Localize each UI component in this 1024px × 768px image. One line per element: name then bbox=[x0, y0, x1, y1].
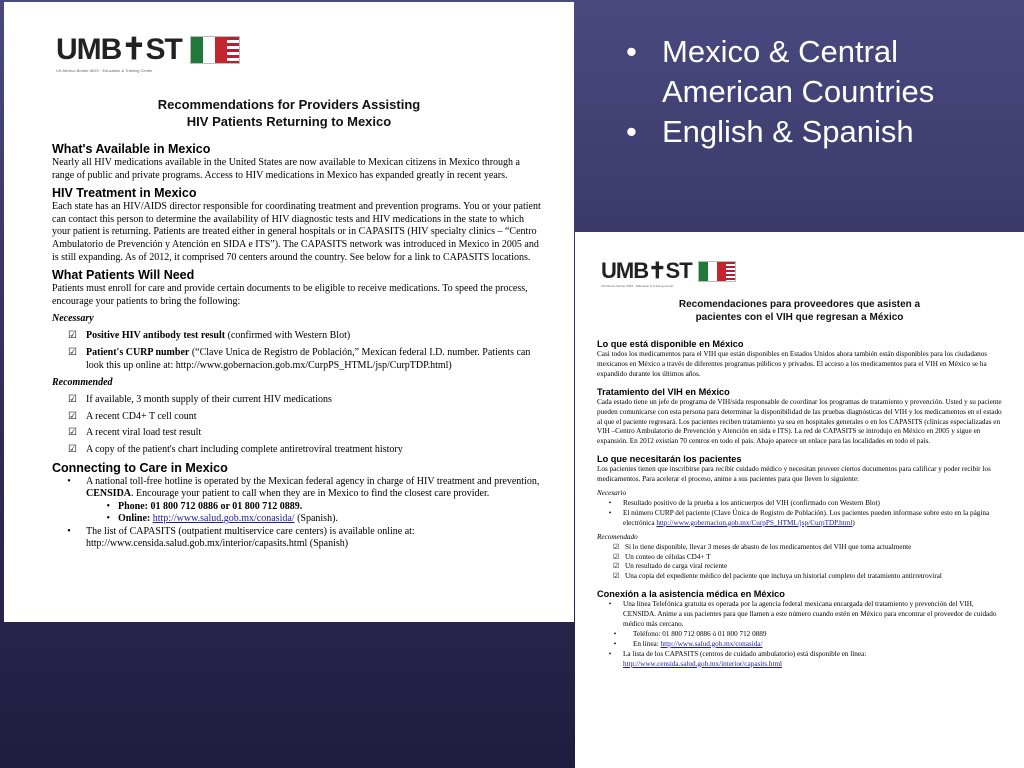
conasida-link[interactable]: http://www.salud.gob.mx/conasida/ bbox=[152, 513, 295, 525]
us-mexico-flag-icon bbox=[190, 36, 240, 64]
document-title: Recomendaciones para proveedores que asisten a pacientes con el VIH que regresan a México bbox=[678, 299, 921, 323]
slide-bullet-list bbox=[622, 32, 1012, 152]
section-text: Nearly all HIV medications available in the United States are now available to Mexican citizens in Mexico through a range of public and private programs. Access to HIV medications in Mexico has expanded greatly in recent years. bbox=[52, 157, 520, 181]
section-text: Casi todos los medicamentos para el VIH que están disponibles en Estados Unidos ahora también están disponibles para los ciudadanos mexicanos en México a través de diferentes programas públicos y privados. El acceso a los medicamentos para el VIH en México se ha expandido durante los últimos años. bbox=[597, 350, 988, 378]
document-title: Recommendations for Providers Assisting HIV Patients Returning to Mexico bbox=[157, 97, 421, 129]
conasida-link[interactable]: http://www.salud.gob.mx/conasida/ bbox=[660, 639, 763, 648]
checklist-item: ☑ A recent CD4+ T cell count bbox=[52, 411, 542, 424]
section-heading: What's Available in Mexico bbox=[52, 142, 211, 156]
english-body bbox=[52, 138, 542, 551]
section-heading: What Patients Will Need bbox=[52, 268, 195, 283]
english-document bbox=[4, 2, 574, 622]
logo-subtitle: US-Mexico Border AIDS · Education & Training Center bbox=[601, 284, 674, 288]
logo-wordmark: UMB✝ST bbox=[601, 258, 692, 283]
checklist-item: ☑ A recent viral load test result bbox=[52, 427, 542, 440]
logo-wordmark: UMB✝ST bbox=[56, 33, 182, 66]
slide-bullet: • Mexico & Central American Countries bbox=[622, 32, 1012, 112]
checkbox-icon: ☑ bbox=[68, 410, 77, 422]
section-text: Cada estado tiene un jefe de programa de VIH/sida responsable de coordinar los programas de tratamiento y prevención. Usted y su paciente pueden comunicarse con esta persona para determinar la disponibilidad de las pruebas diagnósticas del VIH y los medicamentos en el estado al que el paciente regresará. Los pacientes reciben tratamiento ya sea en hospitales generales o en los CAPASITS (clínicas especializadas en VIH –Centro Ambulatorio de Prevención y Atención en sida e ITS). La red de CAPASITS se introdujo en México en 2005 y sigue en expansión. En 2012 existían 70 centros en todo el país. Abajo aparece un enlace para las localidades en todo el país. bbox=[597, 397, 1002, 446]
checklist-item: ☑ Un conteo de células CD4+ T bbox=[597, 553, 1002, 563]
recommended-label: Recommended bbox=[52, 377, 113, 389]
list-item: • The list of CAPASITS (outpatient multiservice care centers) is available online at: http://www.censida.salud.gob.mx/interior/capasits.html (Spanish) bbox=[67, 525, 415, 550]
section-heading: Connecting to Care in Mexico bbox=[52, 460, 228, 475]
checkbox-icon: ☑ bbox=[613, 572, 620, 581]
checkbox-icon: ☑ bbox=[613, 562, 620, 571]
us-mexico-flag-icon bbox=[698, 261, 736, 282]
checklist-item: ☑ Un resultado de carga viral reciente bbox=[597, 562, 1002, 572]
list-item: • Resultado positivo de la prueba a los anticuerpos del VIH (confirmado con Western Blot) bbox=[608, 498, 880, 507]
section-heading: Lo que está disponible en México bbox=[597, 339, 744, 349]
section-heading: Conexión a la asistencia médica en México bbox=[597, 589, 785, 600]
list-item: • A national toll-free hotline is operated by the Mexican federal agency in charge of HIV treatment and prevention, CENSIDA. Encourage your patient to call when they are in Mexico to find the closest care provider. bbox=[67, 475, 540, 500]
checklist-item: ☑ Si lo tiene disponible, llevar 3 meses de abasto de los medicamentos del VIH que toma actualmente bbox=[597, 543, 1002, 553]
list-item: • El número CURP del paciente (Clave Única de Registro de Población). Los pacientes pueden informase sobre esto en la página electrónica http://www.gobernacion.gob.mx/CurpPS_HTML/jsp/CurpTDP.html) bbox=[608, 508, 990, 527]
section-text: Patients must enroll for care and provide certain documents to be eligible to receive medications. To speed the process, encourage your patients to bring the following: bbox=[52, 283, 528, 307]
checkbox-icon: ☑ bbox=[68, 427, 77, 439]
curp-link[interactable]: http://www.gobernacion.gob.mx/CurpPS_HTML/jsp/CurpTDP.html bbox=[656, 518, 853, 527]
section-heading: HIV Treatment in Mexico bbox=[52, 186, 197, 201]
list-item: • En línea: http://www.salud.gob.mx/conasida/ bbox=[613, 639, 763, 648]
necessary-label: Necessary bbox=[52, 313, 94, 325]
section-heading: Tratamiento del VIH en México bbox=[597, 386, 730, 397]
slide-bullet: • English & Spanish bbox=[622, 112, 1012, 152]
checkbox-icon: ☑ bbox=[68, 330, 77, 342]
necessary-label: Necesario bbox=[597, 489, 627, 498]
recommended-label: Recomendado bbox=[597, 532, 638, 541]
list-item: • La lista de los CAPASITS (centros de cuidado ambulatorio) está disponible en línea: http://www.censida.salud.gob.mx/interior/capasits.html bbox=[608, 649, 867, 668]
checklist-item: ☑ If available, 3 month supply of their current HIV medications bbox=[52, 394, 542, 407]
capasits-link[interactable]: http://www.censida.salud.gob.mx/interior/capasits.html bbox=[623, 659, 783, 668]
checklist-item: ☑ A copy of the patient's chart including complete antiretroviral treatment history bbox=[52, 444, 542, 457]
checkbox-icon: ☑ bbox=[613, 542, 620, 551]
checklist-item: ☑ Una copia del expediente médico del paciente que incluya un historial completo del tratamiento antirretroviral bbox=[597, 572, 1002, 582]
list-item: • Online: http://www.salud.gob.mx/conasida/ (Spanish). bbox=[106, 513, 338, 525]
umbast-logo bbox=[601, 258, 736, 284]
spanish-document bbox=[575, 232, 1024, 768]
logo-subtitle: US-Mexico Border AIDS · Education & Training Center bbox=[56, 68, 153, 73]
umbast-logo bbox=[56, 32, 240, 67]
checkbox-icon: ☑ bbox=[68, 346, 77, 358]
section-text: Each state has an HIV/AIDS director responsible for coordinating treatment and prevention programs. You or your patient can contact this person to determine the availability of HIV diagnostic tests and HIV medications in the state to which your patient is returning. Patients are treated either in general hospitals or in CAPASITS (HIV specialty clinics – “Centro Ambulatorio de Prevención y Atención en SIDA e ITS”). The CAPASITS network was introduced in Mexico in 2005 and is still expanding. As of 2012, it comprised 70 centers around the country. See below for a link to CAPASITS locations. bbox=[52, 201, 541, 263]
checkbox-icon: ☑ bbox=[68, 394, 77, 406]
section-text: Los pacientes tienen que inscribirse para recibir cuidado médico y necesitan proveer ciertos documentos para calificar y poder recibir los medicamentos. Para acelerar el proceso, anime a sus pacientes para que lleven lo siguiente: bbox=[597, 465, 991, 484]
checklist-item: ☑ Patient's CURP number (“Clave Unica de Registro de Población,” Mexican federal I.D. number. Patients can look this up online at: http://www.gobernacion.gob.mx/CurpPS_HTML/jsp/CurpTDP.html) bbox=[52, 347, 542, 372]
section-heading: Lo que necesitarán los pacientes bbox=[597, 454, 742, 465]
checkbox-icon: ☑ bbox=[613, 552, 620, 561]
checkbox-icon: ☑ bbox=[68, 443, 77, 455]
list-item: • Una línea Telefónica gratuita es operada por la agencia federal mexicana encargada del tratamiento y prevención del VIH, CENSIDA. Anime a sus pacientes para que llamen a este número cuando estén en México para encontrar el proveedor de cuidado médico más cercano. bbox=[608, 600, 997, 629]
spanish-body bbox=[597, 332, 1002, 670]
list-item: • Teléfono: 01 800 712 0886 ó 01 800 712 0889 bbox=[613, 629, 767, 638]
list-item: • Phone: 01 800 712 0886 or 01 800 712 0889. bbox=[106, 500, 303, 512]
checklist-item: ☑ Positive HIV antibody test result (confirmed with Western Blot) bbox=[52, 330, 542, 343]
